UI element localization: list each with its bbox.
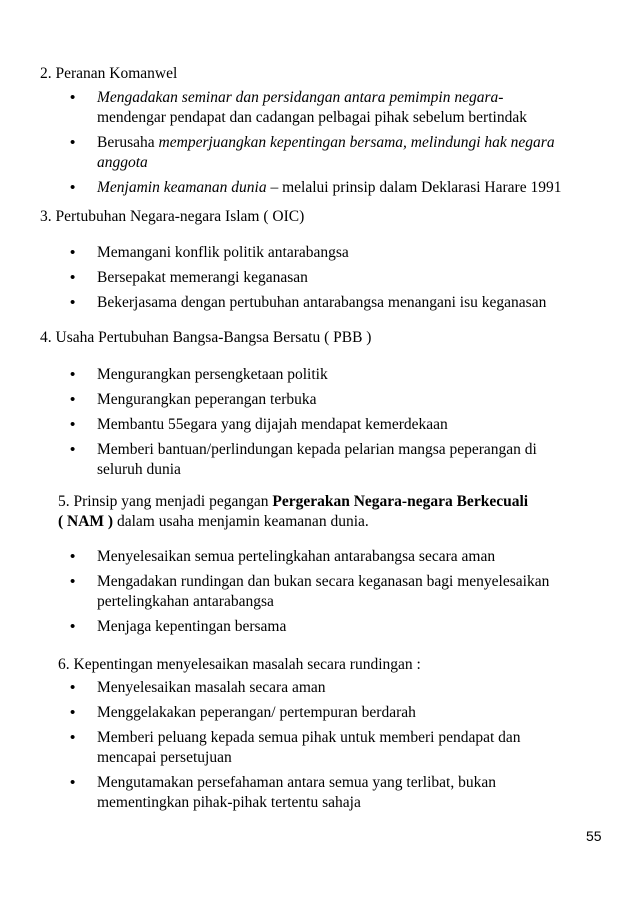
bullet-text: Berusaha — [97, 134, 159, 151]
list-item — [70, 178, 610, 198]
section-5-heading — [58, 492, 528, 532]
list-item: • Memberi bantuan/perlindungan kepada pelarian mangsa peperangan di seluruh dunia — [70, 440, 570, 480]
section-6-heading: 6. Kepentingan menyelesaikan masalah secara rundingan : — [58, 656, 421, 673]
list-item: • Mengutamakan persefahaman antara semua yang terlibat, bukan mementingkan pihak-pihak tertentu sahaja — [70, 773, 560, 813]
list-item: • Mengurangkan persengketaan politik — [70, 365, 570, 385]
bullet-text: – melalui prinsip dalam Deklarasi Harare 1991 — [266, 179, 562, 196]
section-6-list — [70, 678, 560, 813]
section-3-list — [70, 243, 610, 313]
page-number: 55 — [586, 828, 602, 844]
section-2-heading: 2. Peranan Komanwel — [40, 65, 178, 82]
list-item — [70, 133, 610, 173]
bullet-text-italic: memperjuangkan kepentingan bersama, melindungi hak negara — [158, 134, 555, 151]
bullet-text-italic: anggota — [97, 154, 148, 171]
list-item: • Bekerjasama dengan pertubuhan antarabangsa menangani isu keganasan — [70, 293, 610, 313]
heading-text: 5. Prinsip yang menjadi pegangan — [58, 493, 273, 510]
section-5-list — [70, 547, 590, 637]
section-3-heading: 3. Pertubuhan Negara-negara Islam ( OIC) — [40, 208, 305, 225]
list-item: • Mengadakan rundingan dan bukan secara keganasan bagi menyelesaikan pertelingkahan antarabangsa — [70, 572, 590, 612]
bullet-text: mendengar pendapat dan cadangan pelbagai pihak sebelum bertindak — [97, 109, 527, 126]
heading-text: dalam usaha menjamin keamanan dunia. — [113, 513, 369, 530]
section-2-list — [70, 88, 610, 198]
list-item: • Mengurangkan peperangan terbuka — [70, 390, 570, 410]
list-item: • Menyelesaikan semua pertelingkahan antarabangsa secara aman — [70, 547, 590, 567]
list-item — [70, 88, 610, 128]
heading-text-bold: ( NAM ) — [58, 513, 114, 530]
section-4-list — [70, 365, 570, 480]
list-item: • Memberi peluang kepada semua pihak untuk memberi pendapat dan mencapai persetujuan — [70, 728, 560, 768]
heading-text-bold: Pergerakan Negara-negara Berkecuali — [272, 493, 529, 510]
list-item: • Menjaga kepentingan bersama — [70, 617, 590, 637]
list-item: • Menyelesaikan masalah secara aman — [70, 678, 560, 698]
list-item: • Bersepakat memerangi keganasan — [70, 268, 610, 288]
section-4-heading: 4. Usaha Pertubuhan Bangsa-Bangsa Bersatu ( PBB ) — [40, 329, 372, 346]
bullet-text-italic: Menjamin keamanan dunia — [97, 179, 267, 196]
list-item: • Memangani konflik politik antarabangsa — [70, 243, 610, 263]
bullet-text-italic: Mengadakan seminar dan persidangan antara pemimpin negara- — [97, 89, 504, 106]
list-item: • Menggelakakan peperangan/ pertempuran berdarah — [70, 703, 560, 723]
list-item: • Membantu 55egara yang dijajah mendapat kemerdekaan — [70, 415, 570, 435]
